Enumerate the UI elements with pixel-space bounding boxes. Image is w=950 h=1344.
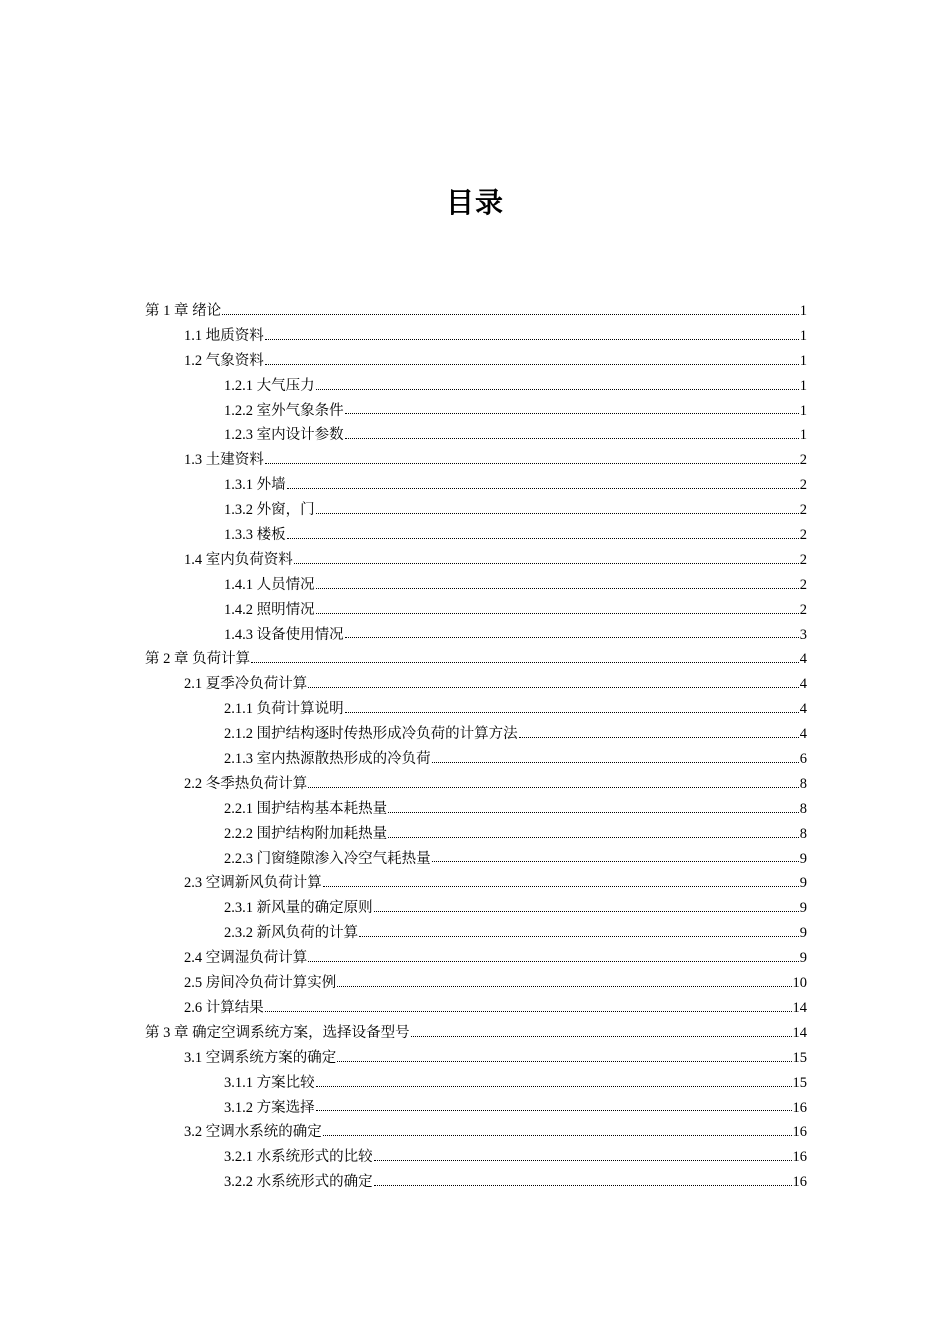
toc-entry-page-number: 16 xyxy=(792,1174,807,1191)
toc-dot-leader xyxy=(265,1010,792,1012)
toc-entry[interactable] xyxy=(145,1021,807,1046)
toc-entry-label: 2.2.3 门窗缝隙渗入冷空气耗热量 xyxy=(224,850,431,867)
toc-entry-page-number: 2 xyxy=(799,551,807,568)
toc-entry-label: 1.1 地质资料 xyxy=(184,327,264,344)
toc-entry[interactable] xyxy=(145,498,807,523)
toc-dot-leader xyxy=(432,860,799,862)
toc-entry-label: 第 2 章 负荷计算 xyxy=(145,651,251,668)
toc-entry-page-number: 1 xyxy=(799,327,807,344)
toc-dot-leader xyxy=(374,1159,792,1161)
toc-entry[interactable] xyxy=(145,1096,807,1121)
toc-dot-leader xyxy=(308,686,799,688)
toc-entry[interactable] xyxy=(145,623,807,648)
toc-entry-label: 2.1 夏季冷负荷计算 xyxy=(184,676,308,693)
toc-entry[interactable] xyxy=(145,399,807,424)
toc-dot-leader xyxy=(337,985,791,987)
toc-entry-page-number: 9 xyxy=(799,900,807,917)
toc-entry[interactable] xyxy=(145,921,807,946)
toc-entry-label: 2.2.1 围护结构基本耗热量 xyxy=(224,800,388,817)
toc-dot-leader xyxy=(316,1085,792,1087)
toc-entry[interactable] xyxy=(145,747,807,772)
toc-entry-label: 1.4.1 人员情况 xyxy=(224,576,315,593)
toc-entry-label: 第 3 章 确定空调系统方案，选择设备型号 xyxy=(145,1024,410,1041)
toc-entry-label: 1.2 气象资料 xyxy=(184,352,264,369)
toc-dot-leader xyxy=(323,1134,792,1136)
toc-entry-page-number: 4 xyxy=(799,726,807,743)
toc-entry[interactable] xyxy=(145,473,807,498)
toc-entry-page-number: 2 xyxy=(799,527,807,544)
toc-dot-leader xyxy=(316,512,799,514)
toc-entry-page-number: 10 xyxy=(792,975,807,992)
toc-entry[interactable] xyxy=(145,971,807,996)
toc-entry-label: 1.3.1 外墙 xyxy=(224,477,286,494)
toc-entry[interactable] xyxy=(145,548,807,573)
toc-entry-label: 1.2.3 室内设计参数 xyxy=(224,427,344,444)
toc-entry-label: 2.1.2 围护结构逐时传热形成冷负荷的计算方法 xyxy=(224,726,518,743)
toc-entry-page-number: 16 xyxy=(792,1099,807,1116)
toc-dot-leader xyxy=(388,836,799,838)
toc-entry[interactable] xyxy=(145,423,807,448)
toc-dot-leader xyxy=(316,1109,792,1111)
toc-entry[interactable] xyxy=(145,722,807,747)
toc-entry[interactable] xyxy=(145,324,807,349)
toc-entry-label: 3.2.1 水系统形式的比较 xyxy=(224,1149,373,1166)
toc-entry-page-number: 9 xyxy=(799,950,807,967)
toc-entry-page-number: 3 xyxy=(799,626,807,643)
toc-entry[interactable] xyxy=(145,847,807,872)
toc-dot-leader xyxy=(374,1184,792,1186)
toc-entry-label: 3.2.2 水系统形式的确定 xyxy=(224,1174,373,1191)
toc-entry[interactable] xyxy=(145,349,807,374)
toc-entry-label: 3.1.1 方案比较 xyxy=(224,1074,315,1091)
toc-entry-label: 2.5 房间冷负荷计算实例 xyxy=(184,975,337,992)
toc-entry-label: 1.3.3 楼板 xyxy=(224,527,286,544)
toc-entry-page-number: 8 xyxy=(799,775,807,792)
toc-entry-label: 3.1 空调系统方案的确定 xyxy=(184,1049,337,1066)
toc-entry-page-number: 1 xyxy=(799,303,807,319)
toc-dot-leader xyxy=(359,935,799,937)
toc-entry-page-number: 4 xyxy=(799,701,807,718)
toc-dot-leader xyxy=(308,960,799,962)
toc-entry-label: 1.4 室内负荷资料 xyxy=(184,551,293,568)
page-title: 目录 xyxy=(445,186,504,219)
toc-entry-label: 2.3.1 新风量的确定原则 xyxy=(224,900,373,917)
toc-entry-page-number: 16 xyxy=(792,1149,807,1166)
toc-entry-page-number: 14 xyxy=(792,999,807,1016)
toc-entry-label: 2.6 计算结果 xyxy=(184,999,264,1016)
toc-entry-page-number: 9 xyxy=(799,850,807,867)
toc-entry-label: 2.1.3 室内热源散热形成的冷负荷 xyxy=(224,751,431,768)
toc-entry[interactable] xyxy=(145,374,807,399)
toc-dot-leader xyxy=(374,910,799,912)
toc-entry-page-number: 4 xyxy=(799,651,807,668)
toc-entry-page-number: 1 xyxy=(799,377,807,394)
toc-entry[interactable] xyxy=(145,1145,807,1170)
toc-entry[interactable] xyxy=(145,1071,807,1096)
toc-entry[interactable] xyxy=(145,946,807,971)
toc-entry[interactable] xyxy=(145,871,807,896)
toc-dot-leader xyxy=(287,487,799,489)
table-of-contents xyxy=(145,299,807,1195)
toc-entry-page-number: 1 xyxy=(799,402,807,419)
toc-entry-page-number: 15 xyxy=(792,1049,807,1066)
toc-entry[interactable] xyxy=(145,797,807,822)
toc-dot-leader xyxy=(265,363,799,365)
toc-entry-page-number: 14 xyxy=(792,1024,807,1041)
toc-entry-page-number: 8 xyxy=(799,825,807,842)
toc-entry-label: 2.3.2 新风负荷的计算 xyxy=(224,925,359,942)
toc-entry-label: 第 1 章 绪论 xyxy=(145,303,222,319)
toc-dot-leader xyxy=(345,711,799,713)
toc-entry-page-number: 8 xyxy=(799,800,807,817)
toc-dot-leader xyxy=(388,811,799,813)
toc-entry-page-number: 1 xyxy=(799,352,807,369)
toc-dot-leader xyxy=(287,537,799,539)
toc-entry-label: 2.2.2 围护结构附加耗热量 xyxy=(224,825,388,842)
toc-entry[interactable] xyxy=(145,996,807,1021)
toc-entry-page-number: 16 xyxy=(792,1124,807,1141)
toc-entry[interactable] xyxy=(145,523,807,548)
toc-entry-label: 3.1.2 方案选择 xyxy=(224,1099,315,1116)
toc-entry-page-number: 2 xyxy=(799,601,807,618)
toc-entry-label: 3.2 空调水系统的确定 xyxy=(184,1124,322,1141)
toc-entry[interactable] xyxy=(145,647,807,672)
toc-entry-page-number: 2 xyxy=(799,452,807,469)
toc-entry[interactable] xyxy=(145,1046,807,1071)
toc-dot-leader xyxy=(432,761,799,763)
toc-dot-leader xyxy=(265,338,799,340)
toc-dot-leader xyxy=(323,885,799,887)
toc-entry[interactable] xyxy=(145,896,807,921)
toc-dot-leader xyxy=(519,736,799,738)
toc-entry-page-number: 9 xyxy=(799,875,807,892)
toc-entry-label: 1.4.2 照明情况 xyxy=(224,601,315,618)
toc-entry-label: 2.4 空调湿负荷计算 xyxy=(184,950,308,967)
toc-entry-page-number: 2 xyxy=(799,576,807,593)
toc-entry[interactable] xyxy=(145,772,807,797)
toc-entry-page-number: 2 xyxy=(799,502,807,519)
toc-entry[interactable] xyxy=(145,573,807,598)
toc-entry-label: 2.1.1 负荷计算说明 xyxy=(224,701,344,718)
toc-entry-page-number: 2 xyxy=(799,477,807,494)
toc-dot-leader xyxy=(345,437,799,439)
toc-dot-leader xyxy=(222,313,799,315)
toc-dot-leader xyxy=(308,786,799,788)
toc-entry-page-number: 15 xyxy=(792,1074,807,1091)
toc-entry[interactable] xyxy=(145,672,807,697)
toc-entry-label: 1.4.3 设备使用情况 xyxy=(224,626,344,643)
toc-entry[interactable] xyxy=(145,598,807,623)
toc-entry-label: 1.3.2 外窗，门 xyxy=(224,502,315,519)
toc-entry-page-number: 4 xyxy=(799,676,807,693)
toc-dot-leader xyxy=(411,1035,792,1037)
toc-dot-leader xyxy=(345,636,799,638)
toc-dot-leader xyxy=(251,661,799,663)
toc-entry[interactable] xyxy=(145,822,807,847)
toc-entry[interactable] xyxy=(145,697,807,722)
toc-dot-leader xyxy=(345,412,799,414)
toc-dot-leader xyxy=(265,462,799,464)
toc-entry-label: 1.3 土建资料 xyxy=(184,452,264,469)
toc-entry-label: 1.2.1 大气压力 xyxy=(224,377,315,394)
toc-entry[interactable] xyxy=(145,1170,807,1195)
toc-entry-page-number: 9 xyxy=(799,925,807,942)
toc-dot-leader xyxy=(337,1060,791,1062)
toc-entry-page-number: 6 xyxy=(799,751,807,768)
toc-dot-leader xyxy=(316,587,799,589)
toc-dot-leader xyxy=(294,562,799,564)
toc-entry[interactable] xyxy=(145,1120,807,1145)
toc-entry-label: 2.3 空调新风负荷计算 xyxy=(184,875,322,892)
toc-entry-label: 2.2 冬季热负荷计算 xyxy=(184,775,308,792)
toc-entry-page-number: 1 xyxy=(799,427,807,444)
toc-entry[interactable] xyxy=(145,448,807,473)
toc-entry[interactable] xyxy=(145,299,807,324)
toc-dot-leader xyxy=(316,388,799,390)
toc-entry-label: 1.2.2 室外气象条件 xyxy=(224,402,344,419)
toc-dot-leader xyxy=(316,612,799,614)
